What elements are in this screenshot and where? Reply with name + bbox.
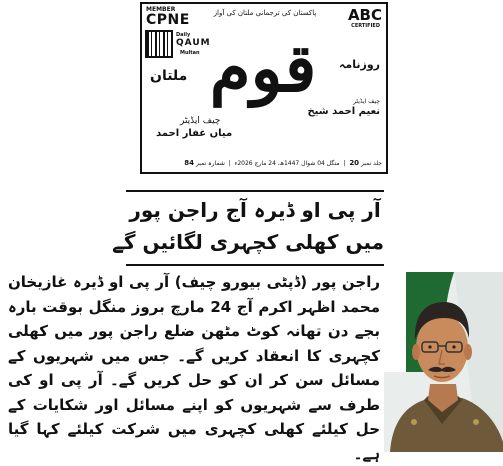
headline-line-2: میں کھلی کچہری لگائیں گے bbox=[112, 230, 384, 254]
multan-urdu-label: ملتان bbox=[150, 68, 188, 84]
issue-label: شمارہ نمبر bbox=[195, 160, 225, 167]
cpne-member-label: MEMBER bbox=[146, 6, 176, 13]
volume-label: جلد نمبر bbox=[360, 160, 382, 167]
rozana-label: روزنامہ bbox=[338, 58, 380, 71]
issue-dateline: جلد نمبر 20 | منگل 04 شوال 1447ھ، 24 مارچ 2026ء | شمارہ نمبر 84 bbox=[184, 159, 382, 167]
headline-top-rule bbox=[126, 190, 384, 192]
qr-code-icon bbox=[147, 32, 171, 56]
cpne-badge: CPNE bbox=[146, 12, 190, 28]
newspaper-masthead bbox=[140, 2, 388, 174]
founder-name: نعیم احمد شیخ bbox=[307, 106, 380, 117]
headline-line-1: آر پی او ڈیرہ آج راجن پور bbox=[129, 198, 381, 222]
masthead-tagline: پاکستان کی ترجمانی ملتان کی آواز bbox=[213, 9, 317, 17]
article-body: راجن پور (ڈپٹی بیورو چیف) آر پی او ڈیرہ غازیخان محمد اظہر اکرم آج 24 مارچ بروز منگل بوقت بارہ بجے دن تھانہ کوٹ مٹھن ضلع راجن پور میں کھلی کچہری کا انعقاد کریں گے۔ جس میں شہریوں کے مسائل سن کر ان کو حل کریں گے۔ آر پی او کی طرف سے شہریوں کو اپنے مسائل اور شکایات کے حل کیلئے کھلی کچہری میں شرکت کیلئے کہا گیا ہے۔ bbox=[8, 273, 380, 463]
qaum-english-name: QAUM bbox=[176, 38, 211, 48]
officer-portrait-photo bbox=[384, 272, 503, 452]
abc-certified-label: CERTIFIED bbox=[351, 23, 380, 29]
founder-role: چیف ایڈیٹر bbox=[353, 98, 380, 105]
volume-number: 20 bbox=[349, 159, 360, 167]
qaum-logo: قوم bbox=[209, 29, 317, 107]
officer-portrait-illustration bbox=[384, 272, 503, 452]
headline-bottom-rule bbox=[126, 264, 384, 266]
abc-badge: ABC bbox=[347, 6, 382, 24]
editor-name: میاں غفار احمد bbox=[156, 128, 233, 139]
issue-number: 84 bbox=[184, 159, 195, 167]
multan-english-label: Multan bbox=[180, 50, 200, 56]
date-text: منگل 04 شوال 1447ھ، 24 مارچ 2026ء bbox=[234, 160, 340, 167]
editor-role: چیف ایڈیٹر bbox=[180, 116, 221, 126]
daily-label: Daily bbox=[176, 32, 191, 38]
